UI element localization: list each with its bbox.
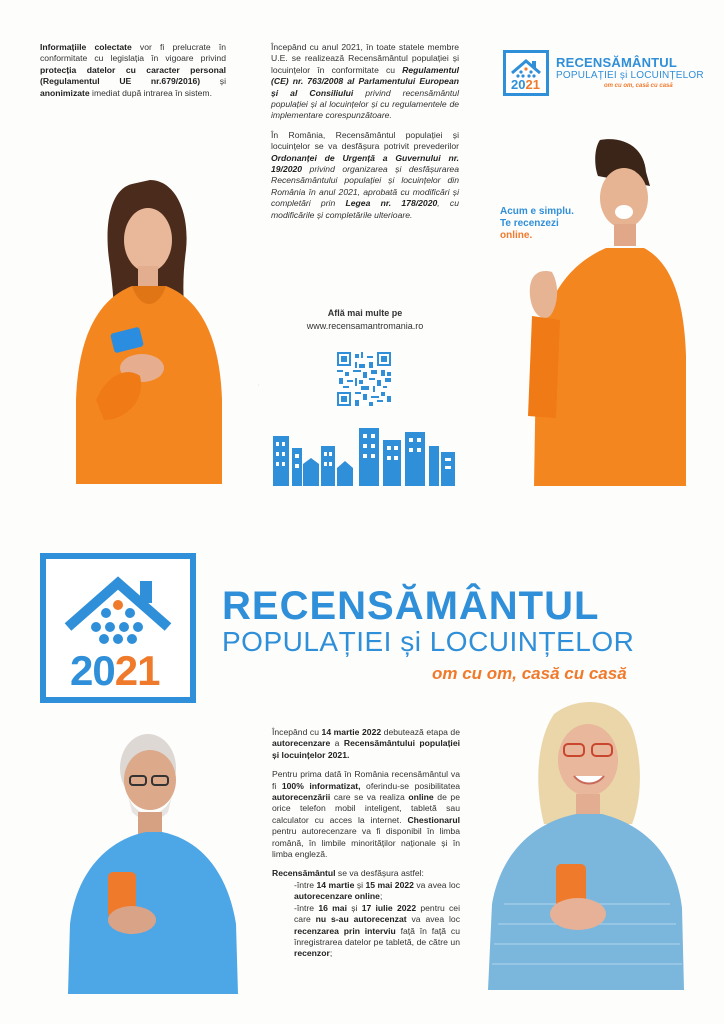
photo-older-woman-with-phone — [484, 694, 688, 990]
census-logo-large — [40, 553, 196, 703]
census-tagline: om cu om, casă cu casă — [432, 664, 627, 683]
slogan-line-1: Acum e simplu. — [500, 206, 574, 217]
census-title: RECENSĂMÂNTUL — [222, 584, 600, 628]
city-skyline-icon — [271, 428, 457, 486]
logo-year-prefix: 20 — [511, 77, 526, 92]
census-logo-small — [503, 50, 549, 96]
census-subtitle-small: POPULAȚIEI și LOCUINȚELOR — [556, 70, 704, 81]
logo-year-suffix: 21 — [114, 647, 160, 694]
self-census-info-text: Începând cu 14 martie 2022 debutează etapa de autorecenzare a Recensământului populației și locuințelor 2021. Pentru prima dată în România recensământul va fi 100% informatizat, oferindu-se posibilitatea autorecenzării care se va realiza online de pe orice telefon mobil inteligent, tabletă sau calculator cu acces la internet. Chestionarul pentru autorecenzare va fi disponibil în limba română, în limbile minorităților naționale și în limba engleză. Recensământul se va desfășura astfel: -între 14 martie și 15 mai 2022 va avea loc autorecenzare online; -între 16 mai și 17 iulie 2022 pentru cei care nu s-au autorecenzat va avea loc recenzarea prin interviu față în față cu înregistrarea datelor pe tabletă, de către un recenzor; — [272, 727, 461, 959]
logo-year-prefix: 20 — [70, 647, 115, 694]
qr-code-icon[interactable] — [337, 352, 391, 406]
census-title-small: RECENSĂMÂNTUL — [556, 55, 678, 70]
photo-man-pointing — [520, 136, 688, 486]
census-tagline-small: om cu om, casă cu casă — [604, 83, 673, 89]
slogan-line-3: online. — [500, 230, 533, 241]
print-mark: · — [255, 384, 262, 386]
legal-basis-text: Începând cu anul 2021, în toate statele membre U.E. se realizează Recensământul populației și locuințelor în conformitate cu Regulamentul (CE) nr. 763/2008 al Parlamentului European și al Consiliului privind recensământul populației și al locuințelor și cu regulamentele de implementare corespunzătoare. În România, Recensământul populației și locuințelor se va desfășura potrivit prevederilor Ordonanței de Urgență a Guvernului nr. 19/2020 privind organizarea și desfășurarea Recensământului populației și locuințelor din România în anul 2021, aprobată cu modificări și completări prin Legea nr. 178/2020, cu modificările și completările ulterioare. — [271, 42, 459, 220]
website-link[interactable]: www.recensamantromania.ro — [306, 321, 424, 331]
slogan-line-2: Te recenzezi — [500, 218, 559, 229]
census-subtitle: POPULAȚIEI și LOCUINȚELOR — [222, 626, 635, 657]
data-protection-text: Informațiile colectate vor fi prelucrate în conformitate cu legislația în vigoare privind protecția datelor cu caracter personal (Regulamentul UE nr.679/2016) și anonimizate imediat după intrarea în sistem. — [40, 42, 227, 98]
learn-more-label: Află mai multe pe — [327, 308, 403, 318]
photo-older-man-with-phone — [66, 724, 242, 994]
photo-woman-with-phone — [70, 170, 226, 484]
logo-year-suffix: 21 — [525, 77, 540, 92]
